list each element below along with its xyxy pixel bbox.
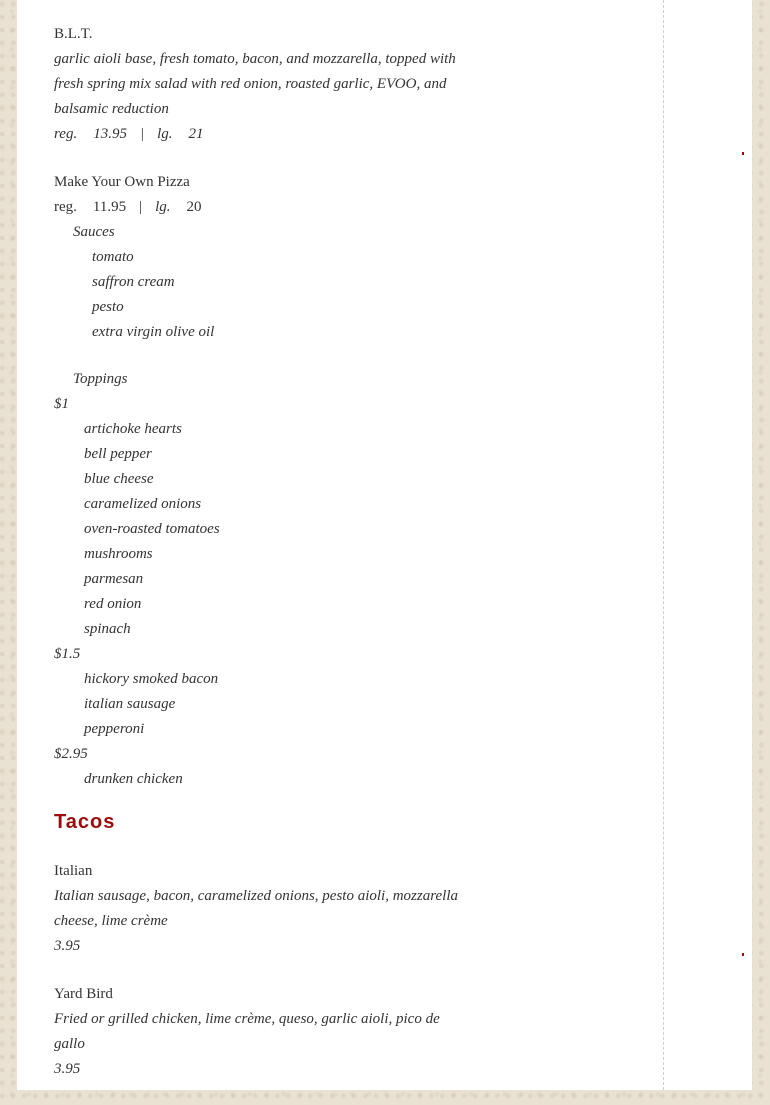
item-description: Italian sausage, bacon, caramelized onions, pesto aioli, mozzarella cheese, lime crème bbox=[54, 888, 459, 929]
topping-tier-price: $1.5 bbox=[54, 646, 81, 662]
item-name: Yard Bird bbox=[54, 986, 113, 1002]
item-name: Italian bbox=[54, 863, 93, 879]
lg-price: 20 bbox=[186, 199, 202, 215]
sauces-label: Sauces bbox=[73, 224, 115, 240]
topping-tier-price: $1 bbox=[54, 396, 69, 412]
price-separator: | bbox=[139, 126, 145, 142]
topping-item: mushrooms bbox=[84, 546, 153, 562]
topping-item: artichoke hearts bbox=[84, 421, 182, 437]
bullet-marker bbox=[742, 953, 744, 956]
menu-item-blt bbox=[54, 22, 474, 147]
item-price bbox=[54, 195, 474, 220]
topping-item: blue cheese bbox=[84, 471, 154, 487]
sauce-item: pesto bbox=[92, 299, 124, 315]
topping-item: italian sausage bbox=[84, 696, 176, 712]
item-name: Make Your Own Pizza bbox=[54, 174, 190, 190]
reg-price: 13.95 bbox=[93, 126, 127, 142]
item-description: garlic aioli base, fresh tomato, bacon, and mozzarella, topped with fresh spring mix salad with red onion, roasted garlic, EVOO, and balsamic reduction bbox=[54, 51, 456, 117]
sauce-item: tomato bbox=[92, 249, 134, 265]
topping-item: oven-roasted tomatoes bbox=[84, 521, 220, 537]
lg-label: lg. bbox=[155, 199, 171, 215]
sauce-item: saffron cream bbox=[92, 274, 175, 290]
toppings-label: Toppings bbox=[73, 371, 128, 387]
item-price bbox=[54, 122, 474, 147]
lg-label: lg. bbox=[157, 126, 173, 142]
topping-item: parmesan bbox=[84, 571, 144, 587]
topping-item: red onion bbox=[84, 596, 142, 612]
topping-item: spinach bbox=[84, 621, 131, 637]
topping-item: drunken chicken bbox=[84, 771, 183, 787]
sauce-item: extra virgin olive oil bbox=[92, 324, 215, 340]
reg-label: reg. bbox=[54, 199, 77, 215]
item-description: Fried or grilled chicken, lime crème, queso, garlic aioli, pico de gallo bbox=[54, 1011, 440, 1052]
item-price: 3.95 bbox=[54, 1061, 81, 1077]
lg-price: 21 bbox=[188, 126, 204, 142]
reg-price: 11.95 bbox=[92, 199, 127, 215]
topping-item: hickory smoked bacon bbox=[84, 671, 219, 687]
spacer bbox=[54, 345, 474, 367]
section-heading-tacos: Tacos bbox=[54, 811, 116, 833]
menu-item-taco bbox=[54, 859, 474, 959]
main-content bbox=[17, 0, 664, 1090]
reg-label: reg. bbox=[54, 126, 78, 142]
topping-item: pepperoni bbox=[84, 721, 145, 737]
topping-item: caramelized onions bbox=[84, 496, 202, 512]
bullet-marker bbox=[742, 152, 744, 155]
menu-area bbox=[54, 22, 474, 1105]
topping-item: bell pepper bbox=[84, 446, 152, 462]
item-name: B.L.T. bbox=[54, 26, 93, 42]
page-container bbox=[17, 0, 752, 1090]
price-separator: | bbox=[139, 199, 143, 215]
menu-item-make-your-own bbox=[54, 170, 474, 792]
sidebar bbox=[664, 0, 752, 1090]
topping-tier-price: $2.95 bbox=[54, 746, 88, 762]
item-price: 3.95 bbox=[54, 938, 81, 954]
menu-item-taco bbox=[54, 982, 474, 1082]
